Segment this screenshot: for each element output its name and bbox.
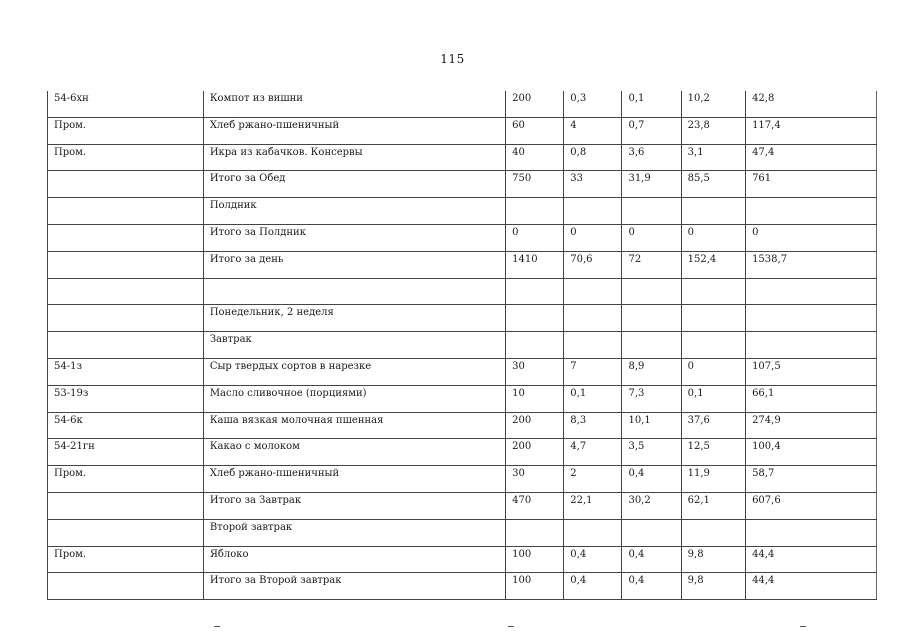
cell-protein: 0,8: [564, 144, 622, 171]
cell-energy: [746, 198, 877, 225]
cell-energy: 107,5: [746, 358, 877, 385]
cell-carbs: [681, 332, 745, 359]
cell-energy: 117,4: [746, 117, 877, 144]
cell-carbs: 85,5: [681, 171, 745, 198]
cell-protein: 7: [564, 358, 622, 385]
cell-weight: 100: [506, 546, 564, 573]
table-row: [48, 278, 877, 305]
cell-fat: 8,9: [622, 358, 681, 385]
cell-carbs: 23,8: [681, 117, 745, 144]
cell-fat: 0,4: [622, 546, 681, 573]
cell-name: Хлеб ржано-пшеничный: [203, 117, 505, 144]
page-number: 115: [440, 52, 465, 66]
cell-weight: 200: [506, 91, 564, 117]
cell-carbs: 9,8: [681, 546, 745, 573]
cell-carbs: [681, 519, 745, 546]
cell-protein: 0,1: [564, 385, 622, 412]
cell-energy: 1538,7: [746, 251, 877, 278]
cell-protein: 0: [564, 224, 622, 251]
table-row: [48, 305, 877, 332]
cell-carbs: 10,2: [681, 91, 745, 117]
cell-energy: 607,6: [746, 492, 877, 519]
cell-weight: 470: [506, 492, 564, 519]
scan-mark: [214, 626, 220, 627]
cell-weight: 200: [506, 439, 564, 466]
cell-name: Завтрак: [203, 332, 505, 359]
cell-weight: 100: [506, 573, 564, 600]
cell-fat: 0,7: [622, 117, 681, 144]
cell-energy: 0: [746, 224, 877, 251]
cell-code: [48, 573, 204, 600]
cell-name: Каша вязкая молочная пшенная: [203, 412, 505, 439]
table-row: [48, 573, 877, 600]
cell-fat: 0,1: [622, 91, 681, 117]
cell-name: Масло сливочное (порциями): [203, 385, 505, 412]
table-row: [48, 385, 877, 412]
cell-protein: 0,3: [564, 91, 622, 117]
cell-fat: 7,3: [622, 385, 681, 412]
table-row: [48, 198, 877, 225]
cell-energy: [746, 332, 877, 359]
cell-code: [48, 519, 204, 546]
cell-protein: 2: [564, 466, 622, 493]
cell-energy: 274,9: [746, 412, 877, 439]
cell-code: [48, 198, 204, 225]
cell-carbs: 152,4: [681, 251, 745, 278]
table-row: [48, 519, 877, 546]
cell-protein: [564, 278, 622, 305]
cell-code: 54-1з: [48, 358, 204, 385]
cell-carbs: 0,1: [681, 385, 745, 412]
cell-code: [48, 251, 204, 278]
cell-protein: 4,7: [564, 439, 622, 466]
cell-name: [203, 278, 505, 305]
cell-weight: 10: [506, 385, 564, 412]
cell-energy: [746, 519, 877, 546]
cell-carbs: 11,9: [681, 466, 745, 493]
cell-carbs: [681, 305, 745, 332]
cell-code: Пром.: [48, 546, 204, 573]
cell-code: Пром.: [48, 466, 204, 493]
cell-carbs: 9,8: [681, 573, 745, 600]
cell-fat: 0: [622, 224, 681, 251]
cell-protein: 0,4: [564, 573, 622, 600]
cell-weight: [506, 332, 564, 359]
table-row: [48, 466, 877, 493]
cell-weight: [506, 519, 564, 546]
cell-code: 54-6к: [48, 412, 204, 439]
cell-name: Итого за Обед: [203, 171, 505, 198]
cell-energy: 761: [746, 171, 877, 198]
cell-name: Компот из вишни: [203, 91, 505, 117]
cell-energy: 44,4: [746, 573, 877, 600]
cell-weight: [506, 305, 564, 332]
table-row: [48, 412, 877, 439]
cell-energy: [746, 278, 877, 305]
cell-code: [48, 492, 204, 519]
cell-code: Пром.: [48, 117, 204, 144]
cell-fat: 3,6: [622, 144, 681, 171]
cell-protein: 22,1: [564, 492, 622, 519]
scan-mark: [508, 626, 514, 627]
cell-name: Яблоко: [203, 546, 505, 573]
table-row: [48, 224, 877, 251]
cell-weight: 30: [506, 466, 564, 493]
cell-name: Полдник: [203, 198, 505, 225]
cell-carbs: 37,6: [681, 412, 745, 439]
cell-energy: 58,7: [746, 466, 877, 493]
cell-weight: 60: [506, 117, 564, 144]
cell-name: Какао с молоком: [203, 439, 505, 466]
cell-weight: [506, 198, 564, 225]
cell-weight: 30: [506, 358, 564, 385]
cell-fat: 10,1: [622, 412, 681, 439]
cell-fat: 0,4: [622, 573, 681, 600]
cell-code: Пром.: [48, 144, 204, 171]
cell-fat: 31,9: [622, 171, 681, 198]
cell-name: Хлеб ржано-пшеничный: [203, 466, 505, 493]
cell-carbs: 3,1: [681, 144, 745, 171]
cell-protein: [564, 332, 622, 359]
table-body: [48, 91, 877, 600]
cell-protein: 33: [564, 171, 622, 198]
cell-weight: 750: [506, 171, 564, 198]
cell-code: [48, 332, 204, 359]
cell-name: Итого за Второй завтрак: [203, 573, 505, 600]
cell-name: Итого за Завтрак: [203, 492, 505, 519]
scan-mark: [800, 626, 806, 627]
cell-carbs: 62,1: [681, 492, 745, 519]
table-row: [48, 332, 877, 359]
cell-energy: 100,4: [746, 439, 877, 466]
cell-name: Итого за Полдник: [203, 224, 505, 251]
cell-code: [48, 224, 204, 251]
cell-fat: 3,5: [622, 439, 681, 466]
cell-protein: [564, 198, 622, 225]
cell-fat: [622, 332, 681, 359]
cell-name: Второй завтрак: [203, 519, 505, 546]
cell-carbs: [681, 198, 745, 225]
cell-weight: [506, 278, 564, 305]
cell-protein: 4: [564, 117, 622, 144]
cell-code: 53-19з: [48, 385, 204, 412]
cell-weight: 1410: [506, 251, 564, 278]
table-row: [48, 358, 877, 385]
cell-energy: 66,1: [746, 385, 877, 412]
cell-name: Сыр твердых сортов в нарезке: [203, 358, 505, 385]
cell-fat: 30,2: [622, 492, 681, 519]
cell-code: [48, 171, 204, 198]
cell-carbs: 0: [681, 358, 745, 385]
table-row: [48, 144, 877, 171]
cell-protein: 70,6: [564, 251, 622, 278]
table-row: [48, 171, 877, 198]
table-row: [48, 492, 877, 519]
cell-carbs: [681, 278, 745, 305]
cell-protein: 0,4: [564, 546, 622, 573]
cell-code: [48, 278, 204, 305]
cell-weight: 40: [506, 144, 564, 171]
table-row: [48, 117, 877, 144]
cell-fat: [622, 519, 681, 546]
cell-fat: 0,4: [622, 466, 681, 493]
cell-carbs: 12,5: [681, 439, 745, 466]
page-bottom-edge: [0, 620, 905, 640]
cell-fat: 72: [622, 251, 681, 278]
table-row: [48, 439, 877, 466]
table-row: [48, 91, 877, 117]
cell-energy: 44,4: [746, 546, 877, 573]
cell-fat: [622, 198, 681, 225]
cell-weight: 200: [506, 412, 564, 439]
cell-fat: [622, 305, 681, 332]
cell-energy: 42,8: [746, 91, 877, 117]
cell-energy: [746, 305, 877, 332]
cell-protein: [564, 305, 622, 332]
cell-code: 54-21гн: [48, 439, 204, 466]
table-row: [48, 251, 877, 278]
cell-weight: 0: [506, 224, 564, 251]
cell-name: Итого за день: [203, 251, 505, 278]
cell-carbs: 0: [681, 224, 745, 251]
menu-nutrition-table: [47, 91, 877, 600]
cell-energy: 47,4: [746, 144, 877, 171]
table-row: [48, 546, 877, 573]
cell-protein: 8,3: [564, 412, 622, 439]
cell-name: Понедельник, 2 неделя: [203, 305, 505, 332]
cell-code: 54-6хн: [48, 91, 204, 117]
cell-code: [48, 305, 204, 332]
cell-name: Икра из кабачков. Консервы: [203, 144, 505, 171]
cell-protein: [564, 519, 622, 546]
cell-fat: [622, 278, 681, 305]
